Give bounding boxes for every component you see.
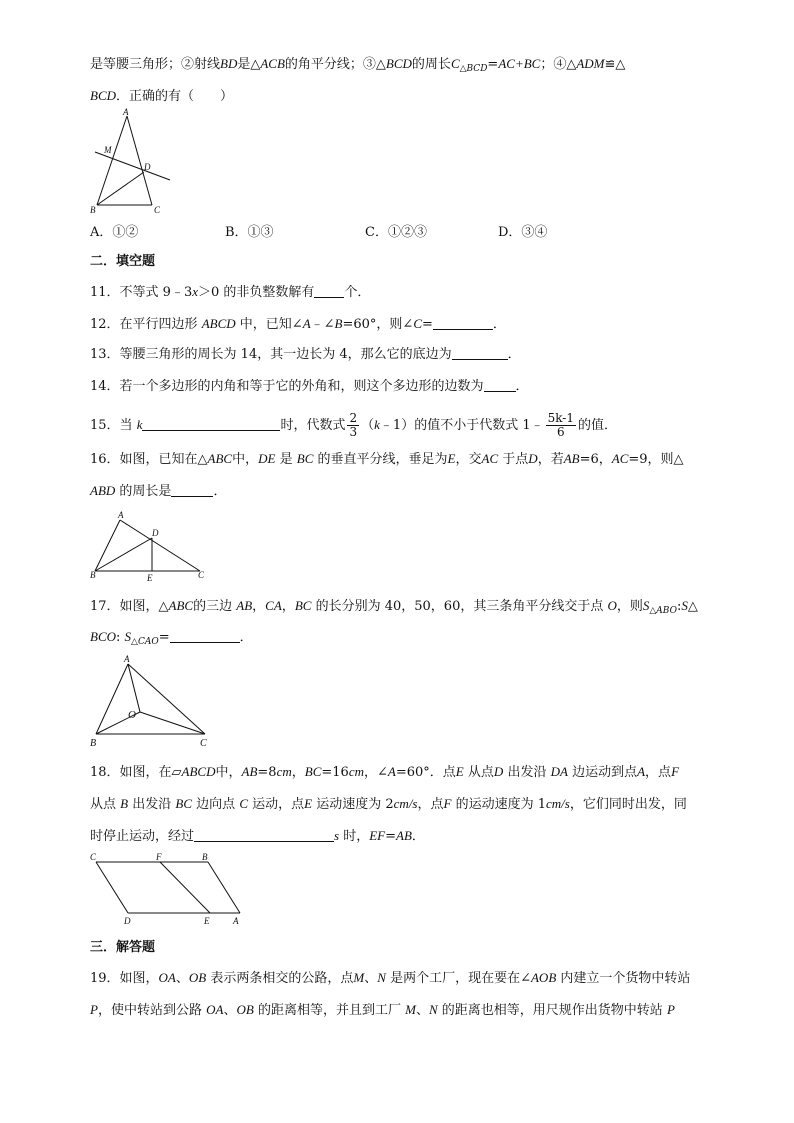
q10-option-b[interactable]: B．①③	[225, 225, 274, 240]
q14-answer-blank[interactable]	[484, 377, 516, 392]
q11: 11．不等式 9﹣3x＞0 的非负整数解有 个．	[90, 284, 371, 300]
q16-label-C: C	[198, 570, 205, 580]
q12: 12．在平行四边形 ABCD 中，已知∠A﹣∠B=60°，则∠C= ．	[90, 316, 506, 332]
q13-answer-blank[interactable]	[452, 345, 508, 360]
q17-line1: 17．如图，△ABC的三边 AB，CA，BC 的长分别为 40，50，60，其三条角平分线交于点 O，则$S_{\triangle ABO}:S\triangle$	[90, 598, 698, 616]
section-fill-in: 二．填空题	[90, 254, 156, 269]
q18-line3: 时停止运动，经过 s 时，EF=AB．	[90, 828, 425, 844]
q18-figure	[88, 850, 248, 930]
q16-answer-blank[interactable]	[171, 482, 213, 497]
q15-fraction-2: $\frac{5k-1}{6}$	[547, 411, 574, 439]
q10-line1: 是等腰三角形；②射线BD是△ACB的角平分线；③△BCD的周长$C_{\triangle BCD}=AC+BC$；④△ADM≌△	[90, 56, 626, 74]
q16-figure	[90, 508, 215, 583]
q16-line1: 16．如图，已知在△ABC中，DE 是 BC 的垂直平分线，垂足为E，交AC 于点D，若AB=6，AC=9，则△	[90, 451, 684, 467]
q10-label-M: M	[104, 145, 112, 155]
q12-answer-blank[interactable]	[433, 315, 493, 330]
q17-label-B: B	[90, 738, 97, 749]
q17-line2: BCO: $S_{\triangle CAO}=$ ．	[90, 629, 253, 647]
q18-label-A: A	[233, 916, 239, 926]
q18-label-E: E	[204, 916, 210, 926]
q10-option-c[interactable]: C．①②③	[365, 225, 427, 240]
q10-label-A: A	[123, 107, 129, 117]
q10-option-d[interactable]: D．③④	[498, 225, 548, 240]
q13: 13．等腰三角形的周长为 14，其一边长为 4，那么它的底边为 ．	[90, 347, 521, 362]
q16-label-A: A	[118, 510, 124, 520]
q17-answer-blank[interactable]	[170, 628, 240, 643]
q10-label-B: B	[90, 205, 96, 215]
q10-label-C: C	[154, 205, 161, 215]
q15-answer-blank[interactable]	[142, 416, 280, 431]
q11-answer-blank[interactable]	[314, 283, 344, 298]
q14: 14．若一个多边形的内角和等于它的外角和，则这个多边形的边数为 ．	[90, 379, 529, 394]
q16-label-D: D	[152, 528, 159, 538]
q18-line2: 从点 B 出发沿 BC 边向点 C 运动，点E 运动速度为 2cm/s，点F 的运动速度为 1cm/s，它们同时出发，同	[90, 796, 687, 812]
q18-label-B: B	[202, 852, 208, 862]
q18-label-C: C	[90, 852, 97, 862]
q19-line1: 19．如图，OA、OB 表示两条相交的公路，点M、N 是两个工厂，现在要在∠AOB 内建立一个货物中转站	[90, 970, 691, 986]
q18-label-F: F	[156, 852, 162, 862]
section-answer: 三．解答题	[90, 940, 156, 955]
q16-label-B: B	[90, 570, 96, 580]
q15: 15．当 k 时，代数式 $\frac{2}{3}$ （k﹣1）的值不小于代数式 1﹣ $\frac{5k-1}{6}$ 的值．	[90, 411, 618, 439]
q18-answer-blank[interactable]	[194, 827, 334, 842]
q10-line2: BCD．正确的有（ ）	[90, 88, 234, 104]
q10-figure	[90, 108, 180, 214]
q10-option-a[interactable]: A．①②	[90, 225, 139, 240]
q16-label-E: E	[147, 573, 153, 583]
q18-label-D: D	[124, 916, 131, 926]
q17-label-O: O	[128, 709, 136, 721]
q10-label-D: D	[144, 162, 151, 172]
q17-label-A: A	[124, 654, 130, 664]
q18-line1: 18．如图，在▱ABCD中，AB=8cm，BC=16cm，∠A=60°．点E 从点D 出发沿 DA 边运动到点A，点F	[90, 764, 680, 780]
q17-figure	[88, 652, 218, 750]
q16-line2: ABD 的周长是 ．	[90, 483, 227, 499]
q15-fraction-1: $\frac{2}{3}$	[349, 411, 358, 439]
q17-label-C: C	[200, 738, 207, 749]
q19-line2: P，使中转站到公路 OA、OB 的距离相等，并且到工厂 M、N 的距离也相等，用尺规作出货物中转站 P	[90, 1002, 675, 1018]
